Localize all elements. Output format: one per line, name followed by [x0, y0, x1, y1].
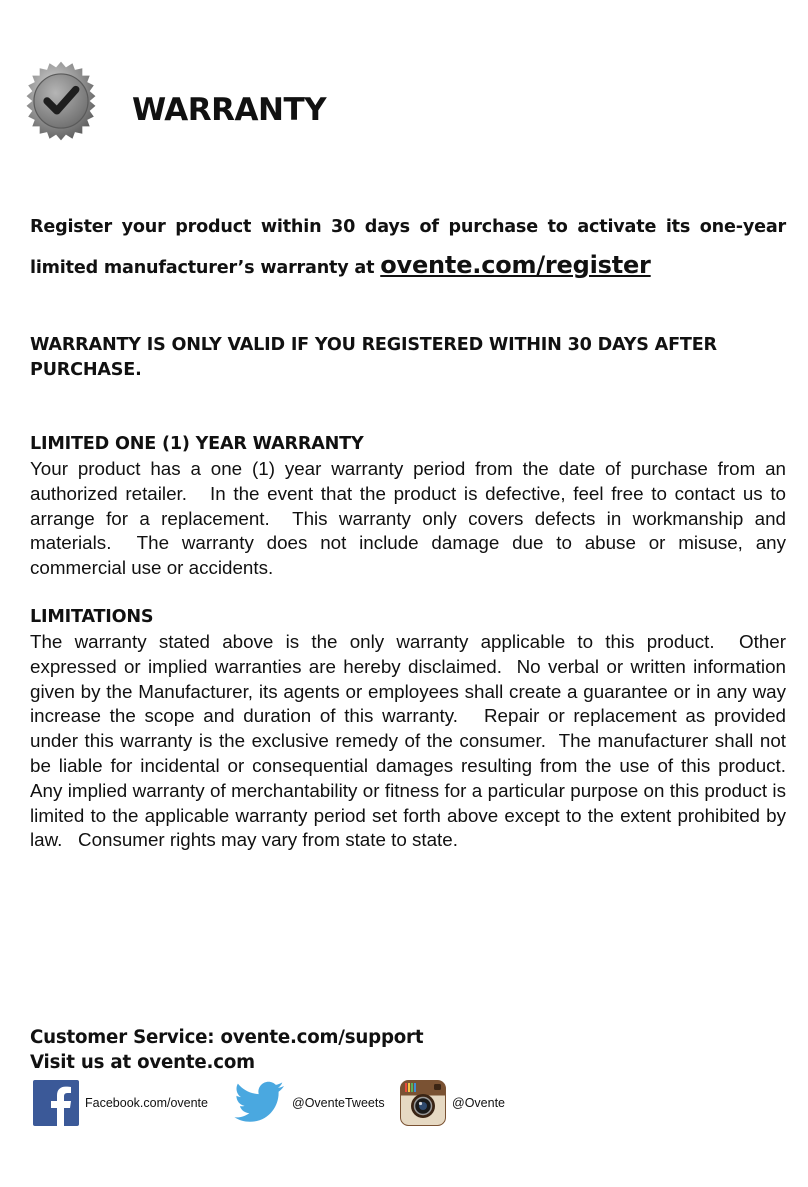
facebook-link[interactable]	[33, 1078, 208, 1128]
twitter-link[interactable]	[232, 1078, 385, 1128]
twitter-bird-icon	[232, 1080, 286, 1126]
section-heading: LIMITATIONS	[30, 607, 154, 627]
twitter-label: @OventeTweets	[292, 1096, 385, 1110]
customer-service-text: Customer Service: ovente.com/support	[30, 1027, 424, 1048]
register-notice	[30, 208, 786, 287]
instagram-link[interactable]	[400, 1078, 505, 1128]
facebook-label: Facebook.com/ovente	[85, 1096, 208, 1110]
validity-notice: WARRANTY IS ONLY VALID IF YOU REGISTERED WITHIN 30 DAYS AFTER PURCHASE.	[30, 335, 717, 380]
check-seal-icon	[20, 60, 102, 142]
register-text: Register your product within 30 days of purchase to activate its one-year limited manufacturer’s warranty at	[30, 217, 786, 278]
footer-contact	[30, 1025, 423, 1075]
section-body: The warranty stated above is the only warranty applicable to this product. Other expressed or implied warranties are hereby disclaimed. No verbal or written information given by the Manufacturer, its agents or employees shall create a guarantee or in any way increase the scope and duration of this warranty. Repair or replacement as provided under this warranty is the exclusive remedy of the consumer. The manufacturer shall not be liable for incidental or consequential damages resulting from the use of this product. Any implied warranty of merchantability or fitness for a particular purpose on this product is limited to the applicable warranty period set forth above except to the extent prohibited by law. Consumer rights may vary from state to state.	[30, 631, 797, 851]
instagram-camera-icon	[400, 1080, 446, 1126]
section-body: Your product has a one (1) year warranty period from the date of purchase from an authorized retailer. In the event that the product is defective, feel free to contact us to arrange for a replacement. This warranty only covers defects in workmanship and materials. The warranty does not include damage due to abuse or misuse, any commercial use or accidents.	[30, 458, 792, 579]
section-limitations	[30, 605, 797, 853]
page-title: WARRANTY	[132, 92, 327, 128]
facebook-icon	[33, 1080, 79, 1126]
instagram-label: @Ovente	[452, 1096, 505, 1110]
visit-text: Visit us at ovente.com	[30, 1052, 255, 1073]
register-link[interactable]: ovente.com/register	[380, 251, 651, 279]
section-heading: LIMITED ONE (1) YEAR WARRANTY	[30, 434, 364, 454]
section-limited-warranty	[30, 432, 792, 581]
